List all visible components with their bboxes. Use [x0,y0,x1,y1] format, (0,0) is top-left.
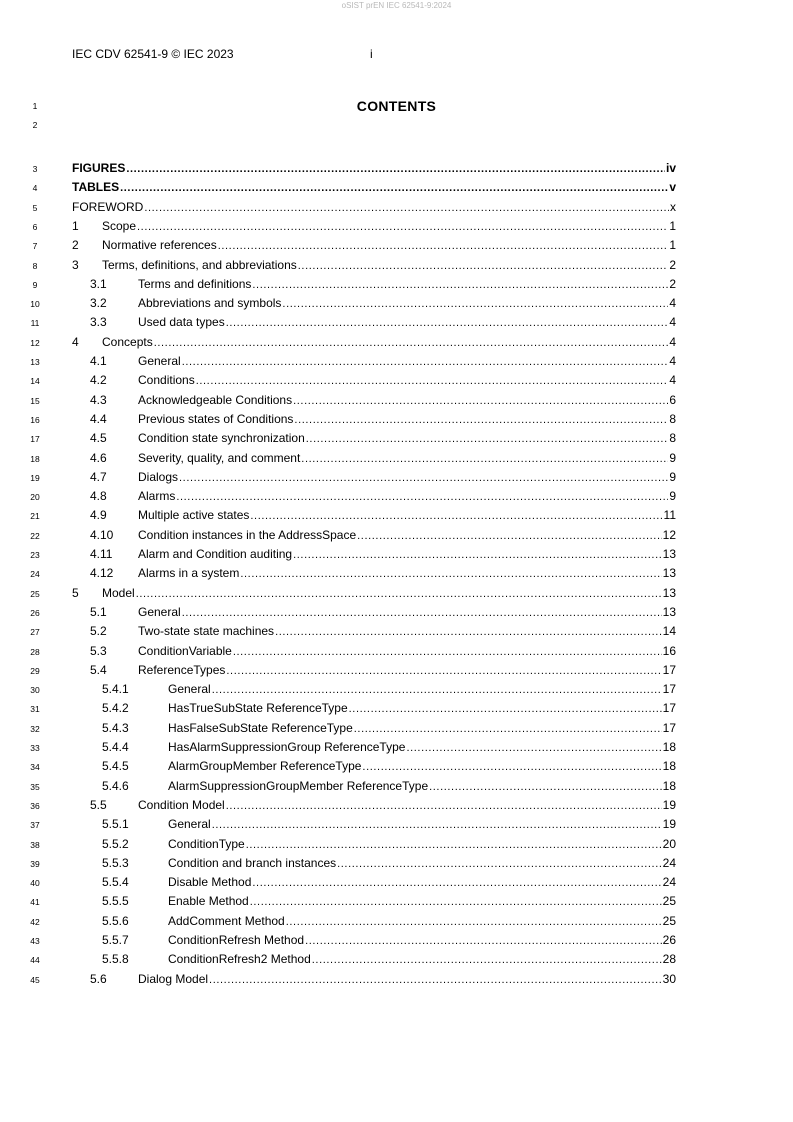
toc-entry-page: 13 [662,605,676,619]
watermark: oSIST prEN IEC 62541-9:2024 [341,1,452,10]
toc-entry[interactable] [90,488,676,504]
toc-entry-number: 4.1 [90,354,107,368]
toc-entry-number: 4.7 [90,470,107,484]
line-number: 35 [30,782,40,792]
toc-entry-label: ConditionVariable [138,644,232,658]
toc-dot-leader [182,605,662,621]
toc-entry-page: 25 [662,914,676,928]
line-number: 6 [32,222,38,232]
toc-entry-page: 16 [662,644,676,658]
line-number: 45 [30,975,40,985]
line-number: 41 [30,897,40,907]
toc-entry-number: 4.3 [90,393,107,407]
toc-entry-label: Disable Method [168,875,252,889]
toc-entry-number: 4.5 [90,431,107,445]
toc-entry[interactable] [72,334,676,350]
line-number: 26 [30,608,40,618]
line-number: 39 [30,859,40,869]
line-number: 10 [30,299,40,309]
toc-entry[interactable] [90,372,676,388]
line-number: 21 [30,511,40,521]
toc-dot-leader [354,721,662,737]
toc-entry-page: 8 [669,412,676,426]
toc-entry-label: Abbreviations and symbols [138,296,282,310]
toc-entry-number: 5.5.2 [102,837,129,851]
toc-entry[interactable] [102,739,676,755]
line-number: 28 [30,647,40,657]
line-number: 7 [32,241,38,251]
toc-dot-leader [312,952,662,968]
line-number: 9 [32,280,38,290]
toc-entry[interactable] [90,411,676,427]
toc-entry[interactable] [72,257,676,273]
toc-entry[interactable] [90,450,676,466]
toc-entry[interactable] [72,199,676,215]
toc-entry-number: 4.2 [90,373,107,387]
toc-entry-number: 4.8 [90,489,107,503]
toc-entry-page: 28 [662,952,676,966]
toc-entry-label: TABLES [72,180,120,194]
toc-entry-label: Scope [102,219,137,233]
toc-entry-page: 26 [662,933,676,947]
line-number: 29 [30,666,40,676]
toc-entry[interactable] [90,507,676,523]
toc-dot-leader [179,470,668,486]
toc-entry-page: 9 [669,451,676,465]
toc-entry-page: iv [665,161,676,175]
line-number: 32 [30,724,40,734]
toc-entry-page: 24 [662,856,676,870]
toc-dot-leader [275,624,662,640]
toc-dot-leader [357,528,662,544]
toc-entry[interactable] [102,893,676,909]
toc-entry-label: FOREWORD [72,200,144,214]
toc-entry-number: 5.4.4 [102,740,129,754]
toc-entry-page: 18 [662,759,676,773]
toc-entry-label: Previous states of Conditions [138,412,294,426]
toc-entry[interactable] [90,797,676,813]
line-number: 8 [32,261,38,271]
toc-entry-label: Model [102,586,135,600]
toc-entry[interactable] [72,218,676,234]
toc-entry-label: Two-state state machines [138,624,275,638]
toc-entry[interactable] [90,623,676,639]
toc-entry-number: 1 [72,219,79,233]
toc-entry-label: Condition instances in the AddressSpace [138,528,357,542]
toc-entry-page: 2 [669,277,676,291]
toc-entry-label: ConditionType [168,837,245,851]
toc-entry-number: 3.1 [90,277,107,291]
toc-dot-leader [120,180,668,196]
toc-entry[interactable] [102,874,676,890]
toc-entry-label: Dialogs [138,470,179,484]
toc-entry-label: Alarm and Condition auditing [138,547,293,561]
toc-entry-label: General [138,354,181,368]
toc-dot-leader [337,856,662,872]
line-number: 23 [30,550,40,560]
toc-entry[interactable] [102,855,676,871]
toc-dot-leader [306,431,669,447]
toc-entry-number: 5.4.5 [102,759,129,773]
toc-entry-number: 5.4.6 [102,779,129,793]
line-number: 42 [30,917,40,927]
line-number: 44 [30,955,40,965]
toc-entry[interactable] [90,392,676,408]
toc-dot-leader [362,759,661,775]
toc-entry-page: 4 [669,354,676,368]
toc-entry[interactable] [72,585,676,601]
toc-dot-leader [429,779,662,795]
toc-entry-page: 30 [662,972,676,986]
toc-entry-number: 5.5 [90,798,107,812]
toc-entry-label: Condition state synchronization [138,431,305,445]
toc-entry-label: Acknowledgeable Conditions [138,393,293,407]
toc-entry-page: 2 [669,258,676,272]
toc-entry-label: ConditionRefresh2 Method [168,952,311,966]
toc-entry-number: 5.5.6 [102,914,129,928]
toc-dot-leader [252,277,668,293]
toc-entry-label: Condition and branch instances [168,856,337,870]
toc-entry[interactable] [102,951,676,967]
toc-dot-leader [212,817,662,833]
toc-entry-label: Terms and definitions [138,277,252,291]
toc-entry-page: 4 [669,296,676,310]
line-number: 4 [32,183,38,193]
toc-entry-label: Concepts [102,335,153,349]
toc-entry-page: 25 [662,894,676,908]
toc-entry-page: 9 [669,470,676,484]
toc-entry-page: 18 [662,740,676,754]
line-number: 27 [30,627,40,637]
toc-entry[interactable] [90,314,676,330]
toc-entry-number: 2 [72,238,79,252]
toc-entry-number: 4.12 [90,566,114,580]
toc-entry-number: 5.5.7 [102,933,129,947]
line-number: 34 [30,762,40,772]
toc-entry-page: 17 [662,682,676,696]
toc-dot-leader [209,972,662,988]
toc-dot-leader [250,894,662,910]
toc-dot-leader [406,740,661,756]
toc-entry-label: HasTrueSubState ReferenceType [168,701,348,715]
toc-dot-leader [294,412,668,428]
toc-dot-leader [126,161,665,177]
line-number: 36 [30,801,40,811]
toc-entry-page: 4 [669,315,676,329]
line-number: 43 [30,936,40,946]
toc-entry-page: 19 [662,817,676,831]
toc-dot-leader [226,315,669,331]
toc-entry-number: 5.4.1 [102,682,129,696]
toc-entry-page: 9 [669,489,676,503]
line-number: 18 [30,454,40,464]
toc-entry[interactable] [72,179,676,195]
toc-dot-leader [252,875,661,891]
page-title: CONTENTS [356,98,437,114]
line-number: 20 [30,492,40,502]
toc-entry-page: 20 [662,837,676,851]
toc-entry-page: 17 [662,721,676,735]
toc-entry-number: 5.4.3 [102,721,129,735]
line-number: 40 [30,878,40,888]
toc-entry[interactable] [102,913,676,929]
toc-entry[interactable] [102,700,676,716]
toc-entry-page: 18 [662,779,676,793]
line-number: 24 [30,569,40,579]
toc-dot-leader [144,200,669,216]
toc-entry-number: 4.10 [90,528,114,542]
toc-dot-leader [182,354,669,370]
toc-dot-leader [137,219,668,235]
toc-entry[interactable] [90,604,676,620]
toc-dot-leader [154,335,669,351]
toc-entry-number: 3.2 [90,296,107,310]
line-number: 2 [32,120,38,130]
toc-dot-leader [196,373,669,389]
toc-entry-label: Condition Model [138,798,225,812]
toc-entry-label: ReferenceTypes [138,663,226,677]
toc-dot-leader [176,489,668,505]
toc-entry-number: 4.11 [90,547,113,561]
toc-entry[interactable] [90,527,676,543]
toc-entry-label: Dialog Model [138,972,209,986]
line-number: 15 [30,396,40,406]
toc-dot-leader [305,933,662,949]
toc-entry-page: 17 [662,701,676,715]
toc-entry-label: Severity, quality, and comment [138,451,301,465]
toc-dot-leader [301,451,668,467]
toc-entry-label: Normative references [102,238,217,252]
toc-entry[interactable] [90,295,676,311]
toc-entry-page: 4 [669,373,676,387]
toc-entry[interactable] [72,237,676,253]
toc-entry-page: 19 [662,798,676,812]
line-number: 37 [30,820,40,830]
toc-entry[interactable] [90,971,676,987]
toc-entry-page: x [670,200,676,214]
line-number: 22 [30,531,40,541]
toc-entry-label: AlarmSuppressionGroupMember ReferenceType [168,779,429,793]
toc-dot-leader [218,238,669,254]
toc-entry[interactable] [102,932,676,948]
toc-entry-number: 5 [72,586,79,600]
toc-dot-leader [349,701,662,717]
toc-dot-leader [298,258,669,274]
toc-entry-number: 5.5.3 [102,856,129,870]
toc-entry-label: Enable Method [168,894,249,908]
toc-dot-leader [286,914,662,930]
header-page-number: i [370,47,373,61]
line-number: 16 [30,415,40,425]
toc-entry-label: ConditionRefresh Method [168,933,305,947]
toc-dot-leader [293,547,662,563]
toc-entry[interactable] [102,720,676,736]
toc-entry-label: Terms, definitions, and abbreviations [102,258,297,272]
toc-entry-label: AddComment Method [168,914,285,928]
line-number: 17 [30,434,40,444]
toc-dot-leader [246,837,662,853]
line-number: 11 [30,318,40,328]
line-number: 33 [30,743,40,753]
toc-entry[interactable] [102,758,676,774]
toc-entry[interactable] [90,662,676,678]
toc-entry-label: General [168,817,211,831]
toc-entry[interactable] [72,160,676,176]
toc-entry[interactable] [90,565,676,581]
line-number: 1 [32,101,38,111]
toc-dot-leader [250,508,662,524]
toc-entry-number: 4.4 [90,412,107,426]
toc-entry-label: General [138,605,181,619]
toc-entry[interactable] [102,816,676,832]
toc-entry-number: 5.6 [90,972,107,986]
toc-entry-page: 13 [662,586,676,600]
line-number: 31 [30,704,40,714]
toc-dot-leader [212,682,662,698]
toc-entry-page: 11 [663,508,676,522]
document-header: IEC CDV 62541-9 © IEC 2023 [72,47,234,61]
toc-entry[interactable] [90,546,676,562]
toc-entry-number: 5.5.4 [102,875,129,889]
toc-entry[interactable] [102,778,676,794]
toc-dot-leader [233,644,662,660]
toc-entry-number: 5.1 [90,605,107,619]
toc-entry[interactable] [90,643,676,659]
line-number: 5 [32,203,38,213]
toc-entry-page: 17 [662,663,676,677]
toc-dot-leader [293,393,668,409]
toc-entry-number: 3 [72,258,79,272]
toc-entry-page: 6 [669,393,676,407]
toc-entry-number: 5.5.8 [102,952,129,966]
line-number: 12 [30,338,40,348]
line-number: 3 [32,164,38,174]
toc-entry[interactable] [102,681,676,697]
toc-entry-page: 13 [662,566,676,580]
toc-dot-leader [226,663,661,679]
toc-entry-page: 1 [669,238,676,252]
toc-dot-leader [240,566,661,582]
toc-entry-number: 4 [72,335,79,349]
toc-entry-label: AlarmGroupMember ReferenceType [168,759,362,773]
toc-entry-label: Multiple active states [138,508,250,522]
toc-entry-number: 5.2 [90,624,107,638]
toc-entry-number: 5.5.5 [102,894,129,908]
toc-entry-label: HasFalseSubState ReferenceType [168,721,353,735]
toc-entry[interactable] [90,276,676,292]
toc-entry-number: 4.6 [90,451,107,465]
line-number: 19 [30,473,40,483]
toc-dot-leader [282,296,668,312]
line-number: 30 [30,685,40,695]
toc-entry-label: Alarms in a system [138,566,240,580]
toc-entry-page: v [669,180,676,194]
toc-entry-label: Used data types [138,315,225,329]
toc-entry-label: HasAlarmSuppressionGroup ReferenceType [168,740,406,754]
toc-entry-number: 4.9 [90,508,107,522]
toc-entry[interactable] [90,430,676,446]
toc-entry-number: 5.4.2 [102,701,129,715]
toc-entry[interactable] [90,353,676,369]
toc-dot-leader [226,798,662,814]
toc-entry-label: General [168,682,211,696]
line-number: 14 [30,376,40,386]
toc-entry-page: 1 [669,219,676,233]
toc-entry-number: 5.3 [90,644,107,658]
toc-entry-label: Alarms [138,489,176,503]
toc-entry-page: 24 [662,875,676,889]
toc-entry-number: 5.5.1 [102,817,129,831]
line-number: 13 [30,357,40,367]
toc-entry-label: FIGURES [72,161,126,175]
toc-entry-page: 8 [669,431,676,445]
toc-entry[interactable] [102,836,676,852]
line-number: 38 [30,840,40,850]
toc-entry-number: 3.3 [90,315,107,329]
toc-entry-page: 14 [662,624,676,638]
line-number: 25 [30,589,40,599]
toc-entry-page: 4 [669,335,676,349]
toc-entry-number: 5.4 [90,663,107,677]
toc-entry[interactable] [90,469,676,485]
toc-dot-leader [136,586,662,602]
toc-entry-label: Conditions [138,373,195,387]
toc-entry-page: 13 [662,547,676,561]
toc-entry-page: 12 [662,528,676,542]
